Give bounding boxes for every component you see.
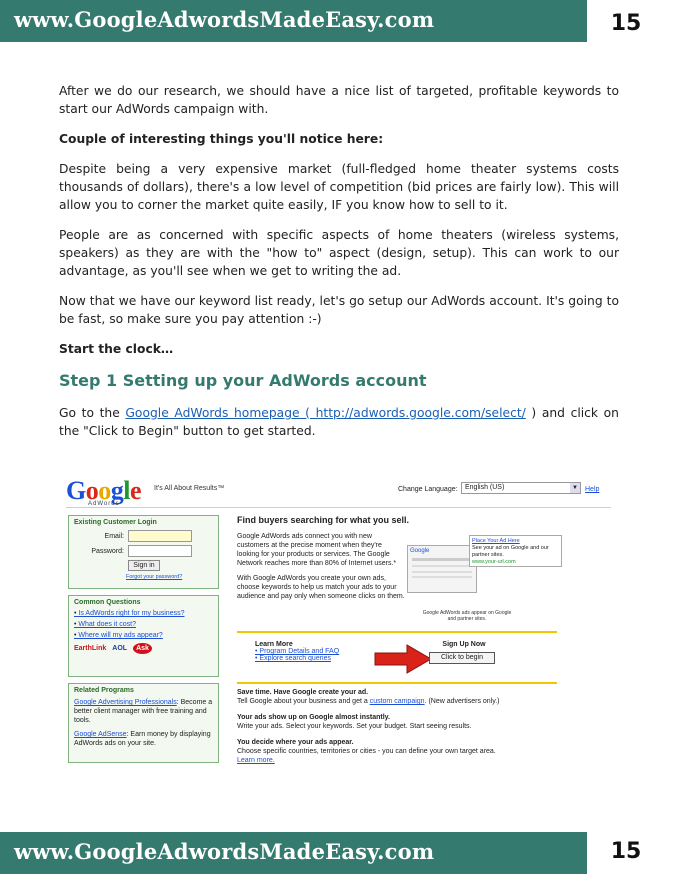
ad-callout [469, 535, 562, 567]
faq-link[interactable]: • What does it cost? [74, 621, 213, 628]
header-page-number: 15 [610, 11, 642, 36]
language-value: English (US) [465, 484, 505, 491]
google-logo: Google [66, 476, 142, 505]
benefit-text-end: . (New advertisers only.) [424, 698, 500, 705]
related-item-text: : Become a better client manager with free training and tools. [74, 699, 213, 724]
paragraph-setup: Now that we have our keyword list ready, let's go setup our AdWords account. It's going to be fast, so make sure you pay attention :-) [59, 294, 619, 326]
signup-panel [237, 631, 557, 684]
learn-more-link[interactable]: • Program Details and FAQ [255, 648, 340, 655]
footer-page-number: 15 [610, 839, 642, 864]
header-band [0, 0, 587, 42]
email-field[interactable] [128, 530, 192, 542]
learn-more-link[interactable]: Learn more. [237, 757, 275, 764]
intro-paragraph: With Google AdWords you create your own ads, choose keywords to help us match your ads to your audience and pay only when someone clicks on them. [237, 575, 405, 600]
related-item-text: : Earn money by displaying AdWords ads on your site. [74, 731, 211, 747]
related-programs-title: Related Programs [74, 687, 134, 694]
paragraph-heading: Couple of interesting things you'll notice here: [59, 132, 384, 146]
earthlink-logo: EarthLink [74, 645, 107, 652]
password-label: Password: [91, 547, 124, 555]
chevron-down-icon: ▼ [570, 483, 580, 493]
click-to-begin-button[interactable]: Click to begin [429, 652, 495, 664]
related-item [74, 730, 213, 748]
login-title: Existing Customer Login [74, 519, 157, 526]
benefits-list [237, 688, 607, 772]
intro-paragraph: Google AdWords ads connect you with new customers at the precise moment when they're looking for your products or services. The Google Network reaches more than 80% of Internet users.* [237, 533, 397, 567]
sign-in-button[interactable]: Sign in [128, 560, 160, 571]
ad-preview-caption: Google AdWords ads appear on Google and partner sites. [422, 610, 512, 622]
change-language-label: Change Language: [398, 486, 458, 493]
paragraph-instructions [59, 404, 619, 440]
sign-up-section [429, 641, 499, 664]
benefit-title: You decide where your ads appear. [237, 739, 354, 746]
learn-more-title: Learn More [255, 641, 293, 648]
main-heading: Find buyers searching for what you sell. [237, 515, 410, 525]
faq-link[interactable]: • Where will my ads appear? [74, 632, 213, 639]
mock-ad-url: www.your-url.com [472, 559, 516, 565]
adsense-link[interactable]: Google AdSense [74, 731, 127, 738]
benefit-title: Your ads show up on Google almost instantly. [237, 714, 390, 721]
language-select[interactable] [461, 482, 581, 494]
paragraph-start-clock: Start the clock… [59, 342, 174, 356]
tagline: It's All About Results™ [154, 485, 225, 492]
related-programs-box [68, 683, 219, 763]
faq-link[interactable]: • Is AdWords right for my business? [74, 610, 213, 617]
adwords-homepage-link[interactable]: Google AdWords homepage [125, 406, 300, 420]
learn-more-section [255, 641, 339, 662]
mock-ad-text: See your ad on Google and our partner sites. [472, 545, 549, 558]
common-questions-title: Common Questions [74, 599, 141, 606]
adwords-homepage-screenshot [58, 470, 618, 770]
paragraph-aspects: People are as concerned with specific aspects of home theaters (wireless systems, speakers) as they are with the "how to" aspect (design, setup). This can work to our advantage, as you'll see when we get to writing the ad. [59, 228, 619, 278]
custom-campaign-link[interactable]: custom campaign [369, 698, 425, 705]
sign-up-title: Sign Up Now [442, 641, 486, 648]
paragraph-market: Despite being a very expensive market (full-fledged home theater systems costs thousands of dollars), there's a low level of competition (bid prices are fairly low). This will allow you to corner the market quite easily, IF you know how to sell to it. [59, 162, 619, 212]
aol-logo: AOL [112, 645, 128, 652]
benefit-text: Tell Google about your business and get a [237, 698, 370, 705]
main-column [237, 515, 607, 764]
benefit-title: Save time. Have Google create your ad. [237, 689, 369, 696]
footer-band [0, 832, 587, 874]
password-field[interactable] [128, 545, 192, 557]
header-site-link[interactable]: www.GoogleAdwordsMadeEasy.com [14, 7, 435, 32]
divider [66, 507, 611, 508]
learn-more-link[interactable]: • Explore search queries [255, 655, 331, 662]
advertising-professionals-link[interactable]: Google Advertising Professionals [74, 699, 177, 706]
mock-screen-logo: Google [410, 548, 430, 554]
common-questions-box [68, 595, 219, 677]
page-content [59, 82, 619, 452]
mock-search-screen [407, 545, 477, 593]
related-item [74, 698, 213, 725]
adwords-sublogo: AdWords [88, 501, 120, 507]
ask-logo: Ask [133, 643, 152, 654]
paren-open: ( [299, 406, 316, 420]
benefit-text: Choose specific countries, territories or cities - you can define your own target area. [237, 748, 496, 755]
instruction-text-end: ) and click on the "Click to Begin" button to get started. [59, 406, 619, 438]
adwords-url-link[interactable]: http://adwords.google.com/select/ [315, 406, 526, 420]
step-heading: Step 1 Setting up your AdWords account [59, 371, 427, 390]
footer-site-link[interactable]: www.GoogleAdwordsMadeEasy.com [14, 839, 435, 864]
instruction-text: Go to the [59, 406, 126, 420]
red-arrow-icon [373, 643, 433, 675]
mock-ad-title: Place Your Ad Here [472, 538, 520, 544]
ad-preview-illustration [407, 533, 562, 595]
login-box [68, 515, 219, 589]
forgot-password-link[interactable]: Forgot your password? [126, 574, 183, 580]
paragraph-intro: After we do our research, we should have a nice list of targeted, profitable keywords to start our AdWords campaign with. [59, 84, 619, 116]
benefit-text: Write your ads. Select your keywords. Set your budget. Start seeing results. [237, 723, 472, 730]
email-label: Email: [104, 532, 124, 540]
help-link[interactable]: Help [585, 486, 600, 493]
partner-logos [74, 643, 213, 654]
